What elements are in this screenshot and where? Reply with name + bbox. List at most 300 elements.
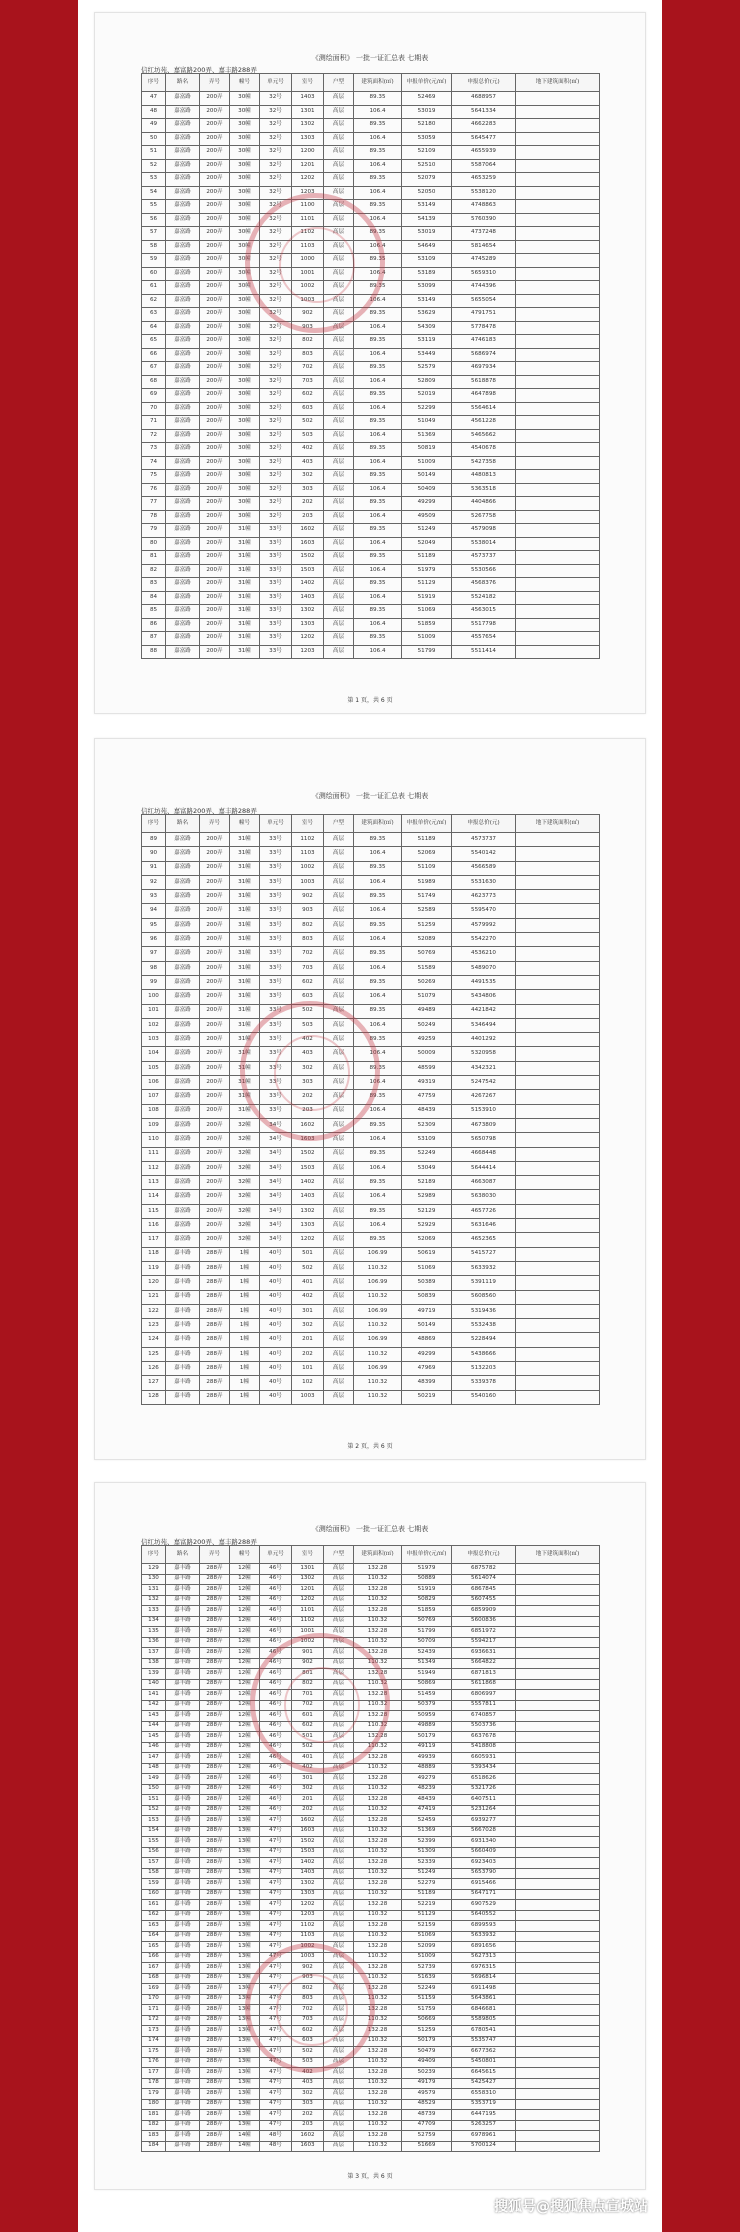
table-cell: 高层 (324, 875, 354, 889)
table-cell: 200弄 (200, 429, 230, 443)
table-cell: 高层 (324, 1333, 354, 1347)
table-cell: 6867845 (452, 1585, 516, 1596)
table-cell (516, 1931, 600, 1942)
table-cell: 50409 (402, 483, 452, 497)
table-cell: 1302 (292, 1574, 324, 1585)
table-cell: 89.35 (354, 861, 402, 875)
table-cell (516, 200, 600, 214)
table-cell: 1002 (292, 1942, 324, 1953)
table-cell: 5614074 (452, 1574, 516, 1585)
table-cell: 288弄 (200, 1963, 230, 1974)
table-cell: 160 (142, 1889, 166, 1900)
table-cell: 200弄 (200, 605, 230, 619)
table-cell: 嘉丰路 (166, 1669, 200, 1680)
table-cell: 51 (142, 146, 166, 160)
table-cell: 1幢 (230, 1376, 260, 1390)
table-cell: 高层 (324, 933, 354, 947)
table-cell: 32幢 (230, 1133, 260, 1147)
table-cell (516, 1595, 600, 1606)
table-cell: 13幢 (230, 1847, 260, 1858)
table-cell: 30幢 (230, 92, 260, 106)
table-cell: 31幢 (230, 632, 260, 646)
table-cell: 高层 (324, 1679, 354, 1690)
table-cell: 高层 (324, 2057, 354, 2068)
table-cell: 150 (142, 1784, 166, 1795)
table-cell: 嘉富路 (166, 416, 200, 430)
table-cell: 132.28 (354, 1816, 402, 1827)
table-cell (516, 1574, 600, 1585)
table-cell: 52159 (402, 1921, 452, 1932)
table-cell: 40号 (260, 1376, 292, 1390)
table-cell: 高层 (324, 254, 354, 268)
table-cell: 高层 (324, 1774, 354, 1785)
table-cell: 40号 (260, 1247, 292, 1261)
table-cell: 嘉富路 (166, 861, 200, 875)
table-cell: 嘉富路 (166, 578, 200, 592)
table-cell: 200弄 (200, 578, 230, 592)
table-cell: 34号 (260, 1219, 292, 1233)
table-cell (516, 2131, 600, 2142)
table-cell (516, 1921, 600, 1932)
table-row (142, 416, 600, 430)
table-cell: 50389 (402, 1276, 452, 1290)
table-cell: 高层 (324, 961, 354, 975)
table-cell: 高层 (324, 294, 354, 308)
table-cell: 106.4 (354, 240, 402, 254)
table-cell: 5434806 (452, 990, 516, 1004)
table-cell: 288弄 (200, 1606, 230, 1617)
table-cell: 288弄 (200, 1376, 230, 1390)
table-cell: 12幢 (230, 1784, 260, 1795)
table-cell: 4748863 (452, 200, 516, 214)
table-cell: 33号 (260, 564, 292, 578)
table-cell: 4791751 (452, 308, 516, 322)
table-cell: 13幢 (230, 1868, 260, 1879)
table-cell: 200弄 (200, 1118, 230, 1132)
table-cell: 1003 (292, 1390, 324, 1404)
table-cell: 嘉富路 (166, 1118, 200, 1132)
table-cell: 30幢 (230, 132, 260, 146)
table-cell: 嘉丰路 (166, 2047, 200, 2058)
table-cell: 32幢 (230, 1147, 260, 1161)
table-cell: 106.4 (354, 933, 402, 947)
table-cell: 132.28 (354, 2047, 402, 2058)
table-row (142, 1973, 600, 1984)
table-cell: 13幢 (230, 2078, 260, 2089)
table-cell: 802 (292, 335, 324, 349)
table-cell: 32号 (260, 429, 292, 443)
table-cell: 46号 (260, 1606, 292, 1617)
table-cell: 50709 (402, 1637, 452, 1648)
table-cell: 803 (292, 933, 324, 947)
table-cell: 202 (292, 1090, 324, 1104)
table-cell: 33号 (260, 975, 292, 989)
table-cell (516, 510, 600, 524)
table-cell: 303 (292, 2099, 324, 2110)
table-cell: 嘉富路 (166, 92, 200, 106)
sheet-3 (78, 1472, 662, 2232)
table-cell: 高层 (324, 1061, 354, 1075)
table-cell: 34号 (260, 1147, 292, 1161)
table-cell: 高层 (324, 975, 354, 989)
table-cell: 6558310 (452, 2089, 516, 2100)
table-row (142, 833, 600, 847)
table-cell: 嘉富路 (166, 605, 200, 619)
table-cell (516, 632, 600, 646)
table-cell: 110.32 (354, 1390, 402, 1404)
table-cell: 112 (142, 1161, 166, 1175)
table-cell: 105 (142, 1061, 166, 1075)
table-cell: 32号 (260, 470, 292, 484)
table-cell: 802 (292, 1984, 324, 1995)
table-cell: 高层 (324, 1361, 354, 1375)
table-cell: 53059 (402, 132, 452, 146)
table-cell: 89.35 (354, 92, 402, 106)
table-cell (516, 1176, 600, 1190)
table-cell (516, 1774, 600, 1785)
table-cell: 52299 (402, 402, 452, 416)
table-cell: 6939277 (452, 1816, 516, 1827)
column-header: 序号 (142, 74, 166, 92)
table-cell: 高层 (324, 904, 354, 918)
table-cell: 13幢 (230, 1879, 260, 1890)
table-cell: 288弄 (200, 1679, 230, 1690)
table-cell: 4652365 (452, 1233, 516, 1247)
table-cell: 嘉丰路 (166, 1921, 200, 1932)
table-cell: 31幢 (230, 1104, 260, 1118)
table-cell: 5640552 (452, 1910, 516, 1921)
table-cell (516, 1304, 600, 1318)
table-row (142, 1774, 600, 1785)
table-cell: 1301 (292, 1564, 324, 1575)
table-cell: 61 (142, 281, 166, 295)
column-header: 室号 (292, 74, 324, 92)
table-cell: 高层 (324, 1606, 354, 1617)
table-row (142, 470, 600, 484)
table-cell: 51799 (402, 1627, 452, 1638)
table-cell: 32号 (260, 159, 292, 173)
table-cell: 4579992 (452, 918, 516, 932)
table-cell (516, 1347, 600, 1361)
table-cell: 50769 (402, 947, 452, 961)
table-cell: 155 (142, 1837, 166, 1848)
table-cell: 200弄 (200, 227, 230, 241)
table-cell (516, 470, 600, 484)
table-cell: 高层 (324, 551, 354, 565)
table-cell: 5564614 (452, 402, 516, 416)
table-cell: 52079 (402, 173, 452, 187)
listing-table (141, 1545, 600, 2152)
table-cell: 46号 (260, 1774, 292, 1785)
table-row (142, 1147, 600, 1161)
table-cell (516, 1319, 600, 1333)
table-cell: 903 (292, 321, 324, 335)
table-cell: 5267758 (452, 510, 516, 524)
table-cell: 5538014 (452, 537, 516, 551)
table-cell: 33号 (260, 605, 292, 619)
table-row (142, 1637, 600, 1648)
table-cell: 51979 (402, 564, 452, 578)
table-cell: 106.4 (354, 213, 402, 227)
table-cell: 200弄 (200, 308, 230, 322)
table-cell (516, 456, 600, 470)
table-row (142, 1133, 600, 1147)
table-cell: 89.35 (354, 578, 402, 592)
table-cell: 200弄 (200, 918, 230, 932)
table-cell: 51009 (402, 632, 452, 646)
table-cell: 51919 (402, 591, 452, 605)
table-cell: 89.35 (354, 605, 402, 619)
table-cell (516, 2120, 600, 2131)
table-row (142, 2089, 600, 2100)
table-row (142, 186, 600, 200)
table-cell: 嘉富路 (166, 1133, 200, 1147)
table-cell: 52929 (402, 1219, 452, 1233)
table-cell (516, 1290, 600, 1304)
table-cell: 602 (292, 1721, 324, 1732)
table-cell: 1603 (292, 2141, 324, 2152)
table-cell: 106.4 (354, 618, 402, 632)
table-cell: 89.35 (354, 362, 402, 376)
table-cell: 53019 (402, 227, 452, 241)
table-cell: 1403 (292, 1868, 324, 1879)
table-cell: 75 (142, 470, 166, 484)
table-cell: 106.4 (354, 294, 402, 308)
table-cell: 1402 (292, 1858, 324, 1869)
table-cell: 1203 (292, 1910, 324, 1921)
table-cell: 嘉丰路 (166, 1637, 200, 1648)
table-cell: 52089 (402, 933, 452, 947)
table-cell: 48439 (402, 1104, 452, 1118)
table-cell: 13幢 (230, 1910, 260, 1921)
table-row (142, 348, 600, 362)
table-row (142, 2047, 600, 2058)
table-cell: 50669 (402, 2015, 452, 2026)
table-cell: 32号 (260, 456, 292, 470)
table-cell: 50839 (402, 1290, 452, 1304)
table-cell: 89.35 (354, 227, 402, 241)
table-cell: 131 (142, 1585, 166, 1596)
table-cell: 40号 (260, 1290, 292, 1304)
table-row (142, 1847, 600, 1858)
table-cell: 嘉富路 (166, 146, 200, 160)
table-cell: 301 (292, 1304, 324, 1318)
table-cell: 156 (142, 1847, 166, 1858)
table-cell: 13幢 (230, 2099, 260, 2110)
table-cell: 高层 (324, 645, 354, 659)
table-row (142, 975, 600, 989)
table-cell: 高层 (324, 2078, 354, 2089)
table-cell: 6645615 (452, 2068, 516, 2079)
table-cell: 106.4 (354, 321, 402, 335)
table-cell: 52459 (402, 1816, 452, 1827)
table-cell: 81 (142, 551, 166, 565)
table-cell (516, 2141, 600, 2152)
table-cell: 201 (292, 1333, 324, 1347)
table-cell: 高层 (324, 564, 354, 578)
table-cell: 97 (142, 947, 166, 961)
table-cell: 5696814 (452, 1973, 516, 1984)
table-cell: 200弄 (200, 254, 230, 268)
table-cell: 6978961 (452, 2131, 516, 2142)
table-cell (516, 105, 600, 119)
table-cell: 嘉富路 (166, 1233, 200, 1247)
table-cell: 1402 (292, 578, 324, 592)
table-cell (516, 483, 600, 497)
table-cell: 高层 (324, 947, 354, 961)
table-cell: 200弄 (200, 933, 230, 947)
table-cell: 33号 (260, 1047, 292, 1061)
table-cell: 5438666 (452, 1347, 516, 1361)
table-cell: 5263257 (452, 2120, 516, 2131)
table-row (142, 1627, 600, 1638)
table-cell: 107 (142, 1090, 166, 1104)
table-cell: 5650798 (452, 1133, 516, 1147)
table-cell: 32号 (260, 146, 292, 160)
table-cell: 高层 (324, 1247, 354, 1261)
table-cell: 132.28 (354, 1795, 402, 1806)
table-row (142, 2120, 600, 2131)
table-cell (516, 1753, 600, 1764)
table-cell: 502 (292, 1261, 324, 1275)
table-cell: 121 (142, 1290, 166, 1304)
table-cell: 5228494 (452, 1333, 516, 1347)
table-cell: 31幢 (230, 591, 260, 605)
table-cell: 52050 (402, 186, 452, 200)
table-cell: 47号 (260, 1984, 292, 1995)
table-cell (516, 1826, 600, 1837)
table-cell: 13幢 (230, 2110, 260, 2121)
table-cell: 132.28 (354, 1732, 402, 1743)
table-cell: 33号 (260, 1018, 292, 1032)
table-cell: 132.28 (354, 2089, 402, 2100)
table-cell: 5153910 (452, 1104, 516, 1118)
table-cell: 403 (292, 1047, 324, 1061)
table-cell: 132.28 (354, 1606, 402, 1617)
table-cell: 200弄 (200, 1204, 230, 1218)
table-cell: 嘉丰路 (166, 1319, 200, 1333)
table-cell: 46号 (260, 1711, 292, 1722)
table-cell: 803 (292, 1994, 324, 2005)
table-cell: 嘉丰路 (166, 1994, 200, 2005)
table-cell: 5320958 (452, 1047, 516, 1061)
table-cell: 33号 (260, 645, 292, 659)
table-cell: 66 (142, 348, 166, 362)
table-cell (516, 1190, 600, 1204)
table-cell: 803 (292, 348, 324, 362)
column-header: 幢号 (230, 1546, 260, 1564)
table-row (142, 1606, 600, 1617)
table-cell (516, 1910, 600, 1921)
table-cell: 200弄 (200, 1233, 230, 1247)
table-cell: 200弄 (200, 335, 230, 349)
table-cell: 51259 (402, 918, 452, 932)
table-cell: 嘉丰路 (166, 1973, 200, 1984)
table-cell: 101 (292, 1361, 324, 1375)
table-row (142, 2026, 600, 2037)
table-cell: 13幢 (230, 2015, 260, 2026)
table-cell: 47969 (402, 1361, 452, 1375)
table-cell: 67 (142, 362, 166, 376)
table-cell (516, 1061, 600, 1075)
table-cell: 178 (142, 2078, 166, 2089)
table-cell: 200弄 (200, 1033, 230, 1047)
table-cell: 288弄 (200, 1889, 230, 1900)
table-cell: 106.4 (354, 1018, 402, 1032)
table-cell: 31幢 (230, 990, 260, 1004)
table-cell: 89.35 (354, 389, 402, 403)
column-header: 申报总价(元) (452, 815, 516, 833)
table-cell (516, 267, 600, 281)
table-cell: 5538120 (452, 186, 516, 200)
table-cell: 173 (142, 2026, 166, 2037)
table-cell: 高层 (324, 389, 354, 403)
table-cell: 嘉丰路 (166, 1261, 200, 1275)
table-cell: 88 (142, 645, 166, 659)
table-cell: 5631646 (452, 1219, 516, 1233)
table-cell: 89.35 (354, 416, 402, 430)
table-cell: 高层 (324, 1161, 354, 1175)
table-cell: 高层 (324, 105, 354, 119)
table-cell: 200弄 (200, 1047, 230, 1061)
table-cell: 49119 (402, 1742, 452, 1753)
table-cell: 132.28 (354, 1648, 402, 1659)
table-cell: 126 (142, 1361, 166, 1375)
table-cell (516, 1900, 600, 1911)
table-cell: 嘉富路 (166, 875, 200, 889)
table-cell: 4647898 (452, 389, 516, 403)
table-cell: 127 (142, 1376, 166, 1390)
table-row (142, 1290, 600, 1304)
table-cell: 603 (292, 402, 324, 416)
table-cell: 12幢 (230, 1711, 260, 1722)
table-cell (516, 1390, 600, 1404)
table-cell: 288弄 (200, 2099, 230, 2110)
table-cell: 90 (142, 847, 166, 861)
table-cell: 高层 (324, 119, 354, 133)
table-cell: 嘉丰路 (166, 1361, 200, 1375)
table-cell: 5503736 (452, 1721, 516, 1732)
table-row (142, 1753, 600, 1764)
table-cell: 4421842 (452, 1004, 516, 1018)
table-cell: 嘉丰路 (166, 2110, 200, 2121)
table-cell: 31幢 (230, 564, 260, 578)
table-cell: 嘉富路 (166, 281, 200, 295)
table-cell: 47号 (260, 1942, 292, 1953)
table-cell: 高层 (324, 186, 354, 200)
table-cell: 30幢 (230, 213, 260, 227)
table-cell: 高层 (324, 483, 354, 497)
table-cell (516, 2036, 600, 2047)
table-cell: 152 (142, 1805, 166, 1816)
table-cell: 30幢 (230, 254, 260, 268)
table-row (142, 847, 600, 861)
table-cell: 1003 (292, 875, 324, 889)
table-cell: 1幢 (230, 1319, 260, 1333)
table-cell: 52439 (402, 1648, 452, 1659)
table-cell: 30幢 (230, 456, 260, 470)
table-cell: 40号 (260, 1333, 292, 1347)
table-cell (516, 1133, 600, 1147)
table-row (142, 861, 600, 875)
table-cell: 52189 (402, 1176, 452, 1190)
table-cell: 高层 (324, 2131, 354, 2142)
table-cell: 31幢 (230, 1047, 260, 1061)
table-cell: 高层 (324, 1837, 354, 1848)
table-cell: 502 (292, 2047, 324, 2058)
table-cell: 89.35 (354, 890, 402, 904)
table-cell: 6911498 (452, 1984, 516, 1995)
